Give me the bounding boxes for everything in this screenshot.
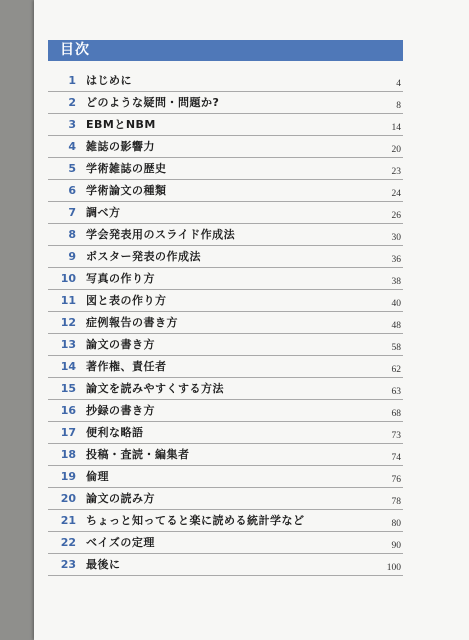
chapter-title: ちょっと知ってると楽に読める統計学など (86, 514, 305, 527)
chapter-number: 16 (60, 404, 76, 417)
page-number: 36 (391, 255, 401, 265)
toc-title: 目次 (48, 40, 403, 61)
page-number: 80 (391, 519, 401, 529)
toc-entry (48, 356, 403, 378)
page-number: 24 (391, 189, 401, 199)
toc-entry (48, 312, 403, 334)
toc-entry (48, 378, 403, 400)
chapter-number: 4 (68, 140, 76, 153)
page-number: 63 (391, 387, 401, 397)
chapter-title: 雑誌の影響力 (86, 140, 155, 153)
toc-entry (48, 202, 403, 224)
chapter-number: 14 (60, 360, 76, 373)
chapter-number: 10 (60, 272, 76, 285)
chapter-title: 学術論文の種類 (86, 184, 167, 197)
chapter-number: 8 (68, 228, 76, 241)
page-number: 68 (391, 409, 401, 419)
chapter-title: 症例報告の書き方 (86, 316, 178, 329)
toc-entry (48, 224, 403, 246)
page-number: 74 (391, 453, 401, 463)
chapter-title: 倫理 (86, 470, 109, 483)
page-number: 58 (391, 343, 401, 353)
page-number: 78 (391, 497, 401, 507)
chapter-number: 17 (60, 426, 76, 439)
toc-entry (48, 444, 403, 466)
toc-entry (48, 532, 403, 554)
page-number: 76 (391, 475, 401, 485)
toc-entry (48, 422, 403, 444)
chapter-number: 18 (60, 448, 76, 461)
toc-entry (48, 158, 403, 180)
chapter-number: 3 (68, 118, 76, 131)
chapter-title: ベイズの定理 (86, 536, 155, 549)
chapter-title: 論文を読みやすくする方法 (86, 382, 224, 395)
chapter-title: 便利な略語 (86, 426, 144, 439)
page-number: 30 (391, 233, 401, 243)
chapter-title: 著作権、責任者 (86, 360, 167, 373)
toc-entry (48, 334, 403, 356)
chapter-title: 学会発表用のスライド作成法 (86, 228, 236, 241)
page-number: 38 (391, 277, 401, 287)
chapter-number: 6 (68, 184, 76, 197)
chapter-title: 学術雑誌の歴史 (86, 162, 167, 175)
chapter-number: 7 (68, 206, 76, 219)
chapter-title: どのような疑問・問題か? (86, 96, 220, 109)
toc-entry (48, 92, 403, 114)
chapter-number: 1 (68, 74, 76, 87)
page-number: 20 (391, 145, 401, 155)
chapter-number: 9 (68, 250, 76, 263)
toc-entry (48, 400, 403, 422)
chapter-number: 20 (60, 492, 76, 505)
chapter-number: 22 (60, 536, 76, 549)
chapter-title: 論文の読み方 (86, 492, 155, 505)
toc-entry (48, 114, 403, 136)
chapter-title: 投稿・査読・編集者 (86, 448, 190, 461)
page-number: 40 (391, 299, 401, 309)
page-number: 26 (391, 211, 401, 221)
chapter-title: 論文の書き方 (86, 338, 155, 351)
chapter-title: ポスター発表の作成法 (86, 250, 201, 263)
page-number: 4 (396, 79, 401, 89)
page-number: 73 (391, 431, 401, 441)
toc-entry (48, 70, 403, 92)
page-number: 8 (396, 101, 401, 111)
page-number: 100 (386, 563, 401, 573)
chapter-title: 最後に (86, 558, 121, 571)
chapter-number: 19 (60, 470, 76, 483)
chapter-title: EBMとNBM (86, 118, 156, 131)
page-number: 62 (391, 365, 401, 375)
toc-entry (48, 290, 403, 312)
chapter-number: 12 (60, 316, 76, 329)
toc-entry (48, 466, 403, 488)
chapter-number: 5 (68, 162, 76, 175)
toc-entry (48, 136, 403, 158)
chapter-number: 11 (60, 294, 76, 307)
chapter-title: 写真の作り方 (86, 272, 155, 285)
page-number: 48 (391, 321, 401, 331)
toc-list (48, 70, 403, 576)
chapter-title: はじめに (86, 74, 132, 87)
toc-entry (48, 246, 403, 268)
chapter-number: 21 (60, 514, 76, 527)
chapter-title: 図と表の作り方 (86, 294, 167, 307)
toc-entry (48, 180, 403, 202)
chapter-number: 23 (60, 558, 76, 571)
chapter-number: 15 (60, 382, 76, 395)
toc-entry (48, 268, 403, 290)
page-number: 23 (391, 167, 401, 177)
chapter-number: 2 (68, 96, 76, 109)
page-number: 90 (391, 541, 401, 551)
chapter-number: 13 (60, 338, 76, 351)
toc-entry (48, 510, 403, 532)
chapter-title: 抄録の書き方 (86, 404, 155, 417)
chapter-title: 調べ方 (86, 206, 121, 219)
toc-entry (48, 554, 403, 576)
page-number: 14 (391, 123, 401, 133)
toc-entry (48, 488, 403, 510)
